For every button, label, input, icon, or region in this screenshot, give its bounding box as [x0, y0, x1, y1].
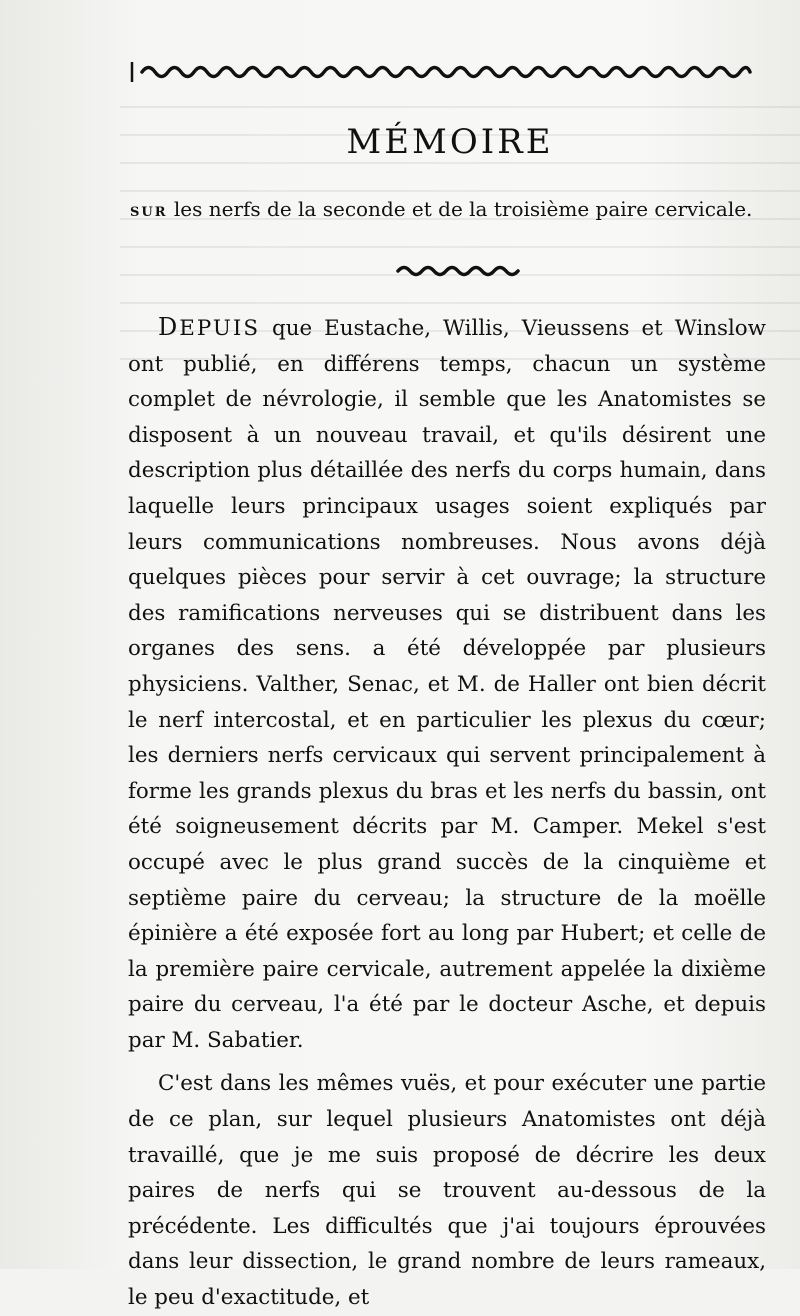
page-title: MÉMOIRE [346, 122, 554, 162]
subtitle-lead: SUR [130, 205, 168, 220]
page-subtitle [130, 197, 770, 221]
subtitle-text: les nerfs de la seconde et de la troisième paire cervicale. [167, 197, 753, 221]
body-text [128, 310, 766, 1316]
paragraph-2: C'est dans les mêmes vuës, et pour exécuter une partie de ce plan, sur lequel plusieurs Anatomistes ont déjà travaillé, que je me suis proposé de décrire les deux paires de nerfs qui se trouvent au-dessous de la précédente. Les difficultés que j'ai toujours éprouvées dans leur dissection, le grand nombre de leurs rameaux, le peu d'exactitude, et [128, 1071, 766, 1311]
top-ornament-rule [130, 58, 755, 86]
middle-ornament-rule [396, 262, 520, 280]
paragraph-opening-word: DEPUIS [158, 313, 261, 341]
paragraph-1: DEPUIS que Eustache, Willis, Vieussens et Winslow ont publié, en différens temps, chacun un système complet de névrologie, il semble que les Anatomistes se disposent à un nouveau travail, et qu'ils désirent une description plus détaillée des nerfs du corps humain, dans laquelle leurs principaux usages soient expliqués par leurs communications nombreuses. Nous avons déjà quelques pièces pour servir à cet ouvrage; la structure des ramifications nerveuses qui se distribuent dans les organes des sens. a été développée par plusieurs physiciens. Valther, Senac, et M. de Haller ont bien décrit le nerf intercostal, et en particulier les plexus du cœur; les derniers nerfs cervicaux qui servent principalement à forme les grands plexus du bras et les nerfs du bassin, ont été soigneusement décrits par M. Camper. Mekel s'est occupé avec le plus grand succès de la cinquième et septième paire du cerveau; la structure de la moëlle épinière a été exposée fort au long par Hubert; et celle de la première paire cervicale, autrement appelée la dixième paire du cerveau, l'a été par le docteur Asche, et depuis par M. Sabatier. [128, 313, 766, 1053]
